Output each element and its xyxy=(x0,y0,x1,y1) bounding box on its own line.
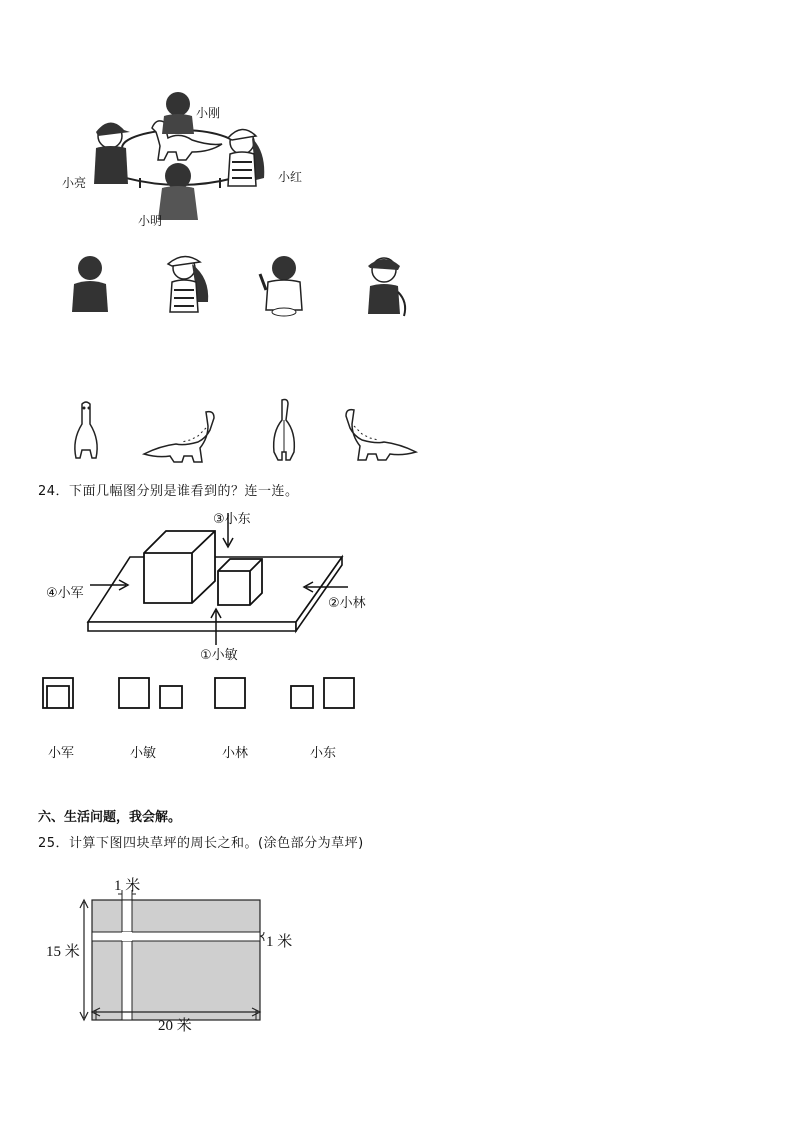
section-6-title: 六、生活问题，我会解。 xyxy=(38,810,182,825)
answer-name-xiaodong: 小东 xyxy=(310,746,337,761)
observer-label-xiaomin: ①小敏 xyxy=(200,648,238,663)
dimension-label-top: 1 米 xyxy=(114,878,141,894)
question-25-text: 25．计算下图四块草坪的周长之和。(涂色部分为草坪) xyxy=(38,836,364,851)
answer-name-xiaolin: 小林 xyxy=(222,746,249,761)
answer-name-xiaomin: 小敏 xyxy=(130,746,157,761)
lawn-figure xyxy=(70,880,310,1030)
question-24-text: 24．下面几幅图分别是谁看到的？连一连。 xyxy=(38,484,299,499)
table-scene-drawing xyxy=(60,88,310,228)
scene-label-xiaoming: 小明 xyxy=(138,214,163,228)
child-figure-1 xyxy=(70,254,110,318)
dinosaur-view-front xyxy=(66,400,106,468)
dimension-label-bottom: 20 米 xyxy=(158,1018,192,1034)
scene-label-xiaohong: 小红 xyxy=(278,170,303,184)
answer-name-xiaojun: 小军 xyxy=(48,746,75,761)
child-figure-2 xyxy=(160,250,216,318)
dinosaur-view-side-right xyxy=(340,406,420,468)
view-shape-small-large xyxy=(290,677,360,715)
observer-label-xiaodong: ③小东 xyxy=(213,512,251,527)
scene-label-xiaoliang: 小亮 xyxy=(62,176,87,190)
view-shape-single xyxy=(214,677,248,715)
dinosaur-view-side-left xyxy=(140,408,220,468)
child-figure-3 xyxy=(262,252,308,322)
scene-label-xiaogang: 小刚 xyxy=(196,106,221,120)
observer-label-xiaolin: ②小林 xyxy=(328,596,366,611)
child-figure-4 xyxy=(362,252,412,324)
lawn-drawing xyxy=(70,880,310,1030)
dimension-label-right: 1 米 xyxy=(266,934,293,950)
view-shape-large-small xyxy=(118,677,188,715)
observer-label-xiaojun: ④小军 xyxy=(46,586,84,601)
view-shape-nested-squares xyxy=(42,677,76,715)
dimension-label-left: 15 米 xyxy=(46,944,80,960)
dinosaur-view-back xyxy=(264,398,304,468)
table-scene-figure xyxy=(60,88,310,228)
